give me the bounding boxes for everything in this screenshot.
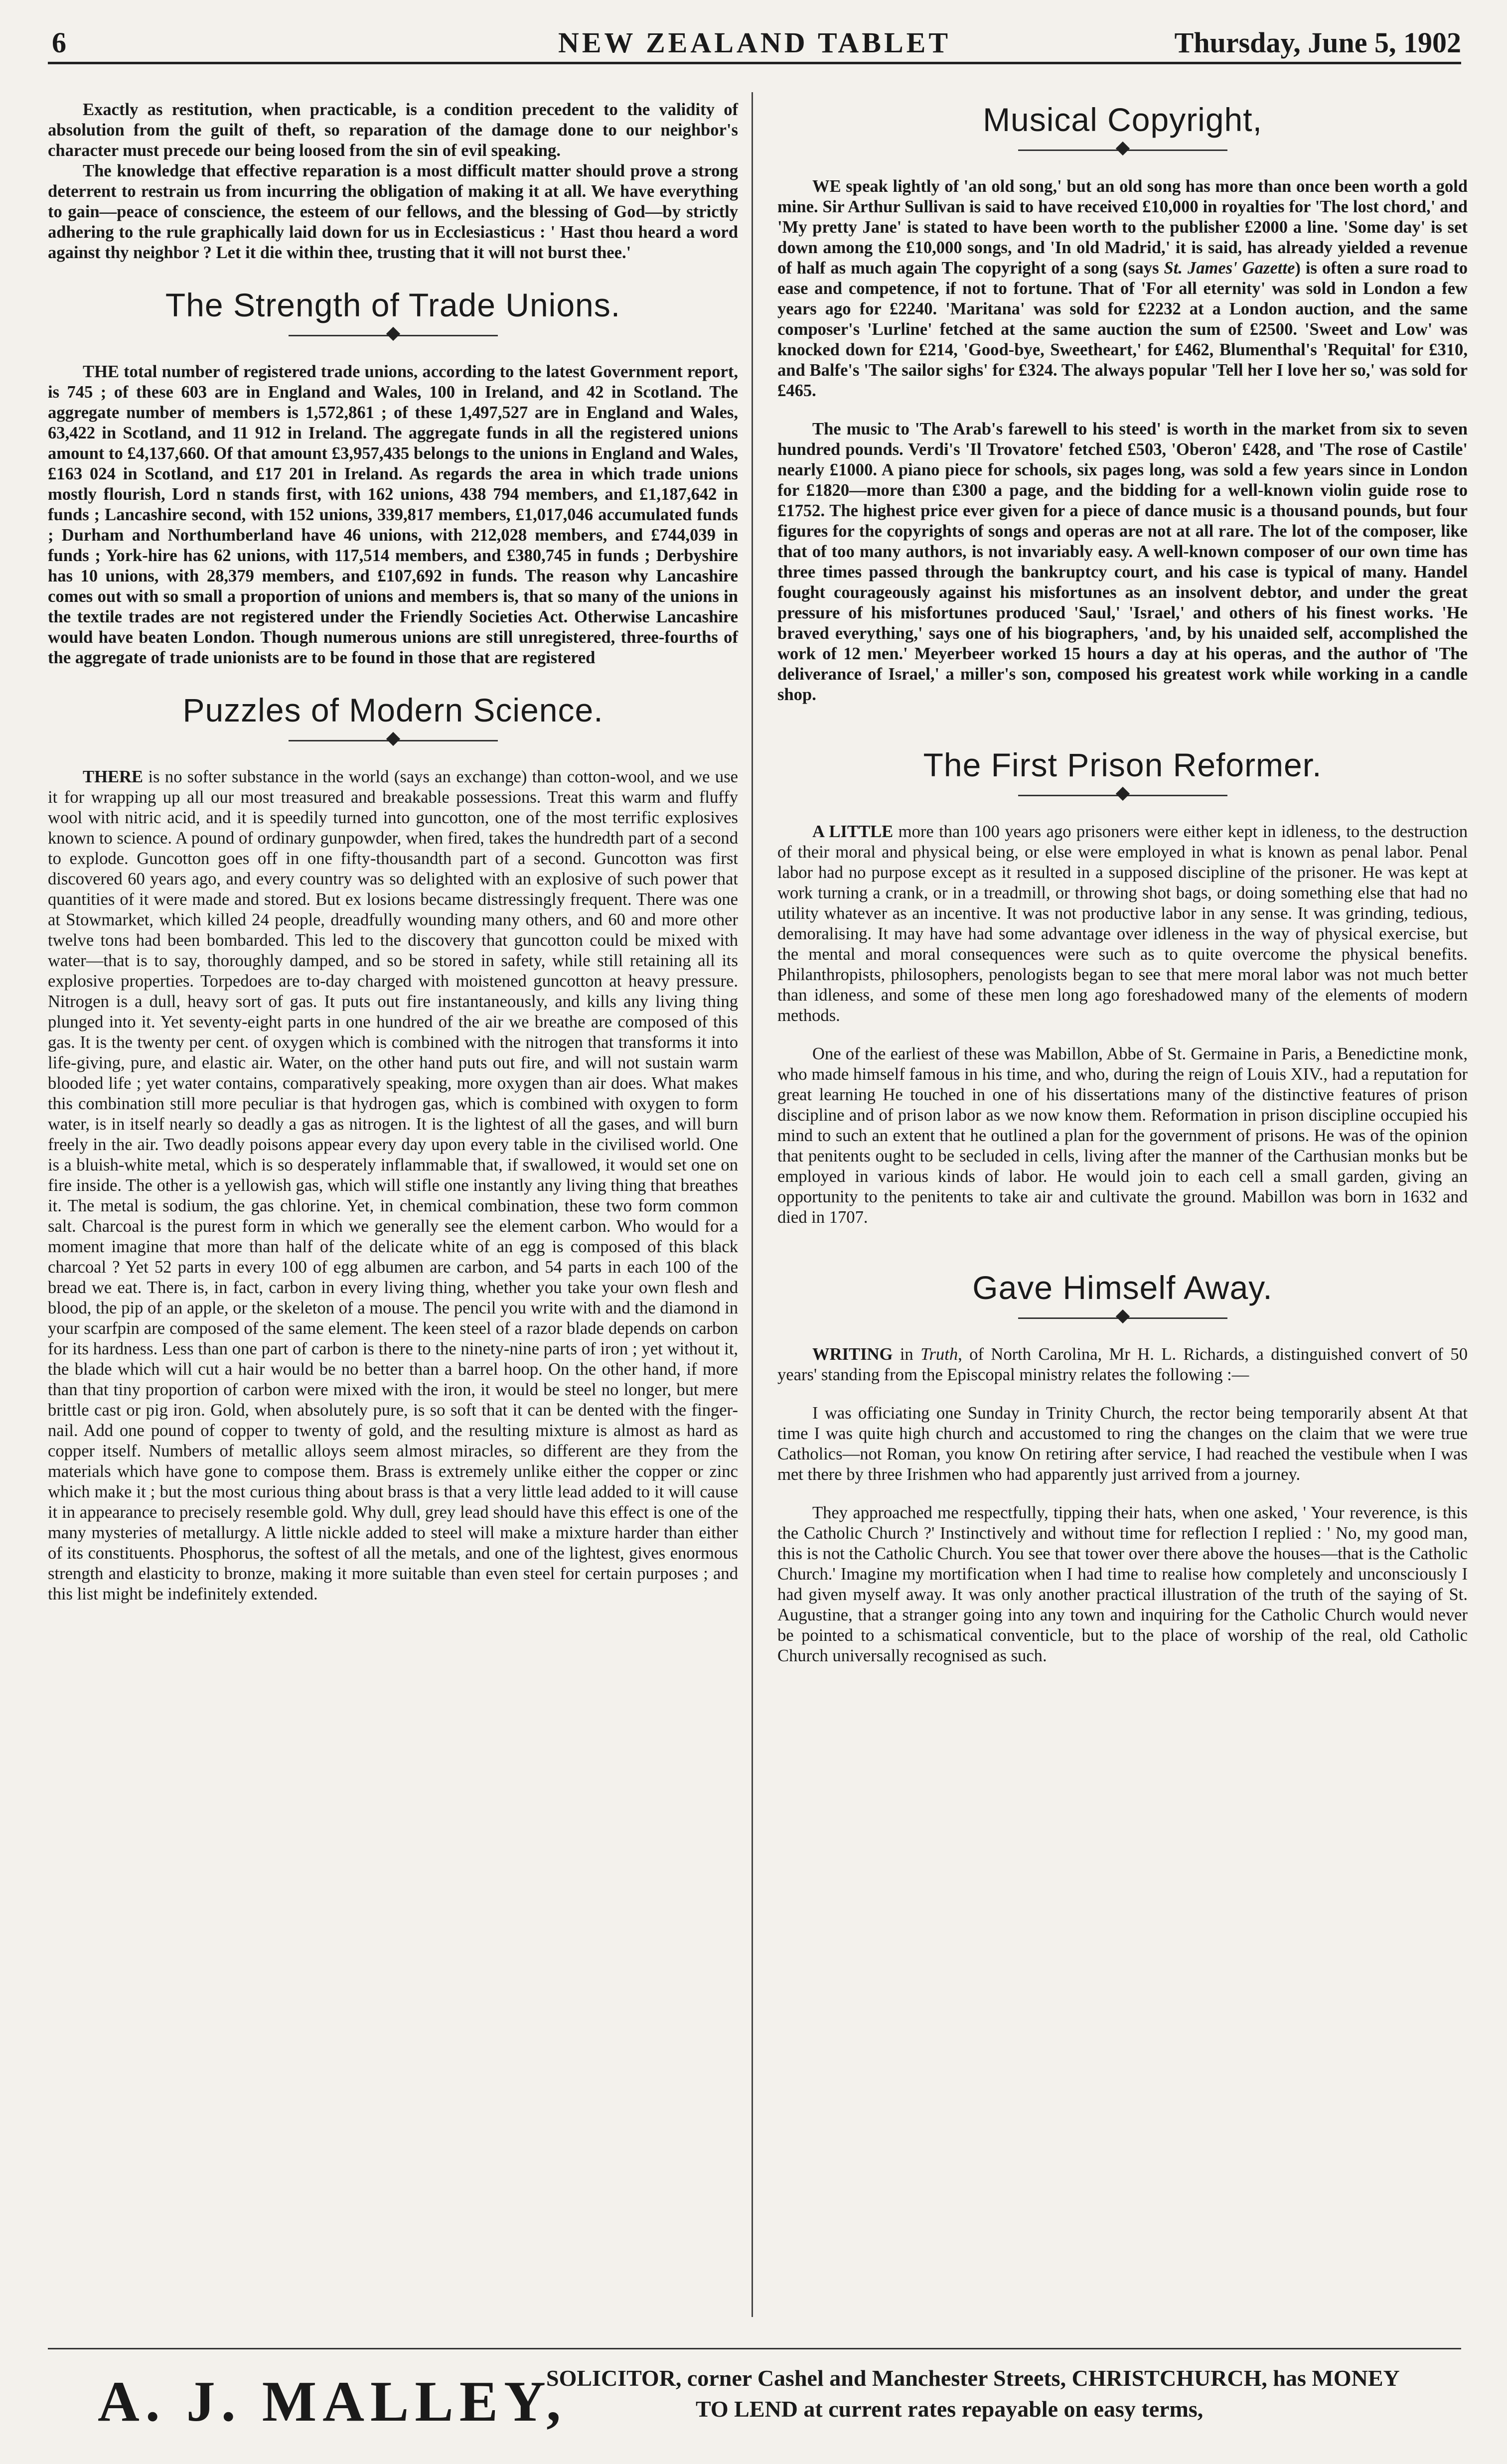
gave-text-1b: , of North Carolina, Mr H. L. Richards, a distinguished convert of 50 years' standing from the Episcopal ministry relates the following :— <box>777 1345 1468 1384</box>
paper-title: NEW ZEALAND TABLET <box>558 26 951 59</box>
advertisement-footer <box>48 2356 1461 2436</box>
prison-text-1: more than 100 years ago prisoners were either kept in idleness, to the destruction of their moral and physical being, or else were employed in what is known as penal labor. Penal labor had no purpose except as it resulted in a supposed discipline of the prisoner. He was kept at work turning a crank, or in a treadmill, or throwing shot bags, or doing something else that had no utility whatever as an incentive. It was not productive labor in any sense. It was grinding, tedious, demoralising. It may have had some advantage over idleness in the way of physical exercise, but the mental and moral consequences were such as to quite overcome the physical benefits. Philanthropists, philosophers, penologists began to see that mere moral labor was not much better than idleness, and some of these men long ago foreshadowed many of the elements of modern methods. <box>777 822 1468 1025</box>
prison-heading: The First Prison Reformer. <box>923 746 1322 783</box>
article-gave-himself-away <box>777 1268 1468 1666</box>
puzzles-heading: Puzzles of Modern Science. <box>182 692 603 728</box>
ad-line-1: SOLICITOR, corner Cashel and Manchester Streets, CHRISTCHURCH, has MONEY <box>546 2365 1400 2391</box>
trade-unions-text: total number of registered trade unions, according to the latest Government report, is 745 ; of these 603 are in England and Wales, 100 in Ireland, and 42 in Scotland. The aggregate number of members is 1,572,861 ; of these 1,497,527 are in England and Wales, 63,422 in Scotland, and 11 912 in Ireland. The aggregate funds in all the registered unions amount to £4,137,660. Of that amount £3,957,435 belongs to the unions in England and Wales, £163 024 in Scotland, and £17 201 in Ireland. As regards the area in which trade unions mostly flourish, Lord n stands first, with 162 unions, 438 794 members, and £1,187,642 in funds ; Lancashire second, with 152 unions, 339,817 members, £1,017,046 accumulated funds ; Durham and Northumberland have 46 unions, with 212,028 members, and £744,039 in funds ; York-hire has 62 unions, with 117,514 members, and £380,745 in funds ; Derbyshire has 10 unions, with 28,379 members, and £107,692 in funds. The reason why Lancashire comes out with so small a proportion of unions and members is, that so many of the unions in the textile trades are not registered under the Friendly Societies Act. Otherwise Lancashire would have beaten London. Though numerous unions are still unregistered, three-fourths of the aggregate of trade unionists are to be found in those that are registered <box>48 362 738 667</box>
gave-source: Truth <box>920 1345 958 1364</box>
column-divider <box>752 92 753 2317</box>
musical-text-1b: ) is often a sure road to ease and competence, if not to fortune. That of 'For all eternity' was sold in London a few years ago for £2240. 'Maritana' was sold for £2232 at a London auction, and the same composer's 'Lurline' fetched at the same auction the sum of £2500. 'Sweet and Low' was knocked down for £214, 'Good-bye, Sweetheart,' for £462, Blumenthal's 'Requital' for £310, and Balfe's 'The sailor sighs' for £324. The always popular 'Tell her I love her so,' was sold for £465. <box>777 259 1468 400</box>
intro-paragraph-2: The knowledge that effective reparation is a most difficult matter should prove a strong deterrent to restrain us from incurring the obligation of making it at all. We have everything to gain—peace of conscience, the esteem of our fellows, and the blessing of God—by strictly adhering to the rule graphically laid down for us in Ecclesiasticus : ' Hast thou heard a word against thy neighbor ? Let it die within thee, trusting that it will not burst thee.' <box>48 161 738 262</box>
intro-paragraph-1: Exactly as restitution, when practicable, is a condition precedent to the validity of absolution from the guilt of theft, so reparation of the damage done to our neighbor's character must precede our being loosed from the sin of evil speaking. <box>48 100 738 160</box>
musical-heading: Musical Copyright, <box>983 101 1262 138</box>
ornament-rule <box>1018 788 1227 803</box>
gave-text-1a: in <box>893 1345 921 1364</box>
ornament-rule <box>289 733 498 748</box>
article-musical-copyright <box>777 100 1468 705</box>
advertiser-name: A. J. MALLEY, <box>98 2370 567 2434</box>
article-puzzles <box>48 690 738 1604</box>
issue-date: Thursday, June 5, 1902 <box>1174 26 1461 59</box>
puzzles-text: is no softer substance in the world (says an exchange) than cotton-wool, and we use it for wrapping up all our most treasured and breakable possessions. Treat this warm and fluffy wool with nitric acid, and it is speedily turned into guncotton, one of the most terrific explosives known to science. A pound of ordinary gunpowder, when fired, takes the hundredth part of a second to explode. Guncotton goes off in one fifty-thousandth part of a second. Guncotton was first discovered 60 years ago, and every country was so delighted with an explosive of such power that quantities of it were made and stored. But ex losions became distressingly frequent. There was one at Stowmarket, which killed 24 people, dreadfully wounding many others, and 60 and more other twelve tons had been bombarded. This led to the discovery that guncotton could be mixed with water—that is to say, thoroughly damped, and so be stored in safety, while still retaining all its explosive properties. Torpedoes are to-day charged with moistened guncotton at heavy pressure. Nitrogen is a dull, heavy sort of gas. It puts out fire instantaneously, and kills any living thing plunged into it. Yet seventy-eight parts in one hundred of the air we breathe are composed of this gas. It is the twenty per cent. of oxygen which is combined with the nitrogen that transforms it into life-giving, pure, and elastic air. Water, on the other hand puts out fire, and will not sustain warm blooded life ; yet water contains, comparatively speaking, more oxygen than air does. What makes this combination still more peculiar is that hydrogen gas, which is combined with oxygen to form water, is in itself nearly so deadly a gas as nitrogen. It is the lightest of all the gases, and will burn freely in the air. Two deadly poisons appear every day upon every table in the civilised world. One is a bluish-white metal, which is so desperately inflammable that, if swallowed, it would set one on fire inside. The other is a yellowish gas, which will stifle one instantly any living thing that breathes it. The metal is sodium, the gas chlorine. Yet, in chemical combination, these two form common salt. Charcoal is the purest form in which we generally see the element carbon. Who would for a moment imagine that more than half of the delicate white of an egg is composed of this black charcoal ? Yet 52 parts in every 100 of egg albumen are carbon, and 54 parts in each 100 of the bread we eat. There is, in fact, carbon in every living thing, whether you take your own flesh and blood, the pip of an apple, or the skeleton of a mouse. The pencil you write with and the diamond in your scarfpin are composed of the same element. The keen steel of a razor blade depends on carbon for its hardness. Less than one part of carbon is there to the ninety-nine parts of iron ; yet without it, the blade which will cut a hair would be no better than a barrel hoop. On the other hand, if more than that tiny proportion of carbon were mixed with the iron, it would be steel no longer, but mere brittle cast or pig iron. Gold, when absolutely pure, is so soft that it can be dented with the finger-nail. Add one pound of copper to twenty of gold, and the resulting mixture is almost as hard as copper itself. Numbers of metallic alloys seem almost miracles, so different are they from the materials which have gone to compose them. Brass is extremely unlike either the copper or zinc which make it ; but the most curious thing about brass is that a very little lead added to it will cause it in appearance to precisely resemble gold. Why dull, grey lead should have this effect is one of the many mysteries of metallurgy. A little nickle added to steel will make a mixture harder than either of its constituents. Phosphorus, the softest of all the metals, and one of the lightest, gives enormous strength and elasticity to bronze, making it more suitable than even steel for certain purposes ; and this list might be indefinitely extended. <box>48 767 738 1603</box>
lead-word: THERE <box>83 767 144 786</box>
article-trade-unions <box>48 285 738 668</box>
prison-body-1 <box>777 822 1468 1026</box>
right-column <box>777 100 1468 1666</box>
lead-word: WRITING <box>812 1345 893 1364</box>
trade-unions-heading: The Strength of Trade Unions. <box>165 287 621 323</box>
footer-rule <box>48 2348 1461 2349</box>
gave-heading: Gave Himself Away. <box>972 1269 1273 1306</box>
article-prison-reformer <box>777 745 1468 1228</box>
lead-word: WE <box>812 177 841 196</box>
left-column <box>48 100 738 1604</box>
lead-word: THE <box>83 362 120 381</box>
gave-body-3: They approached me respectfully, tipping their hats, when one asked, ' Your reverence, is this the Catholic Church ?' Instinctively and without time for reflection I replied : ' No, my good man, this is not the Catholic Church. You see that tower over there above the houses—that is the Catholic Church.' Imagine my mortification when I had time to realise how completely and unconsciously I had given myself away. It was only another practical illustration of the truth of the saying of St. Augustine, that a stranger going into any town and inquiring for the Catholic Church would never be pointed to a schismatical conventicle, but to the place of worship of the real, old Catholic Church universally recognised as such. <box>777 1503 1468 1665</box>
ad-line-2: TO LEND at current rates repayable on easy terms, <box>696 2396 1204 2422</box>
musical-body-1 <box>777 176 1468 401</box>
ornament-rule <box>1018 143 1227 157</box>
masthead <box>48 22 1461 64</box>
trade-unions-body <box>48 362 738 668</box>
gave-body-2: I was officiating one Sunday in Trinity Church, the rector being temporarily absent At that time I was quite high church and accustomed to ring the changes on the claim that we were true Catholics—not Roman, you know On retiring after service, I had reached the vestibule when I was met there by three Irishmen who had apparently just arrived from a journey. <box>777 1404 1468 1484</box>
musical-source: St. James' Gazette <box>1164 259 1295 278</box>
musical-body-2: The music to 'The Arab's farewell to his steed' is worth in the market from six to seven hundred pounds. Verdi's 'Il Trovatore' fetched £503, 'Oberon' £428, and 'The rose of Castile' nearly £1000. A piano piece for schools, six pages long, was sold a few years since in London for £1820—more than £300 a page, and the bidding for a well-known violin guide rose to £1752. The highest price ever given for a piece of dance music is a thousand pounds, but four figures for the copyrights of songs and operas are not at all rare. The lot of the composer, like that of too many authors, is not invariably easy. A well-known composer of our own time has three times passed through the bankruptcy court, and his case is typical of many. Handel fought courageously against his misfortunes as an insolvent debtor, and under the great pressure of his misfortunes produced 'Saul,' 'Israel,' and others of his finest works. 'He braved everything,' says one of his biographers, 'and, by his unaided self, accomplished the work of 12 men.' Meyerbeer worked 15 hours a day at his operas, and the author of 'The deliverance of Israel,' a miller's son, composed his greatest work while working in a candle shop. <box>777 420 1468 704</box>
gave-body-1 <box>777 1344 1468 1385</box>
ornament-rule <box>1018 1310 1227 1325</box>
musical-text-1a: speak lightly of 'an old song,' but an old song has more than once been worth a gold mine. Sir Arthur Sullivan is said to have received £10,000 in royalties for 'The lost chord,' and 'My pretty Jane' is stated to have been worth to the publisher £2000 a line. 'Some day' is set down among the £10,000 songs, and 'In old Madrid,' it is said, has already yielded a revenue of half as much again The copyright of a song (says <box>777 177 1468 278</box>
lead-word: A LITTLE <box>812 822 894 841</box>
prison-body-2: One of the earliest of these was Mabillon, Abbe of St. Germaine in Paris, a Benedictine monk, who made himself famous in his time, and who, during the reign of Louis XIV., had a reputation for great learning He touched in one of his dissertations many of the distinctive features of prison discipline and of prison labor as we now know them. Reformation in prison discipline occupied his mind to such an extent that he outlined a plan for the government of prisons. He was of the opinion that penitents ought to be secluded in cells, living after the manner of the Carthusian monks but be employed in various kinds of labor. He would join to each cell a small garden, giving an opportunity to the penitents to take air and cultivate the ground. Mabillon was born in 1632 and died in 1707. <box>777 1044 1468 1227</box>
ornament-rule <box>289 328 498 343</box>
page-number: 6 <box>52 26 66 59</box>
puzzles-body <box>48 767 738 1604</box>
